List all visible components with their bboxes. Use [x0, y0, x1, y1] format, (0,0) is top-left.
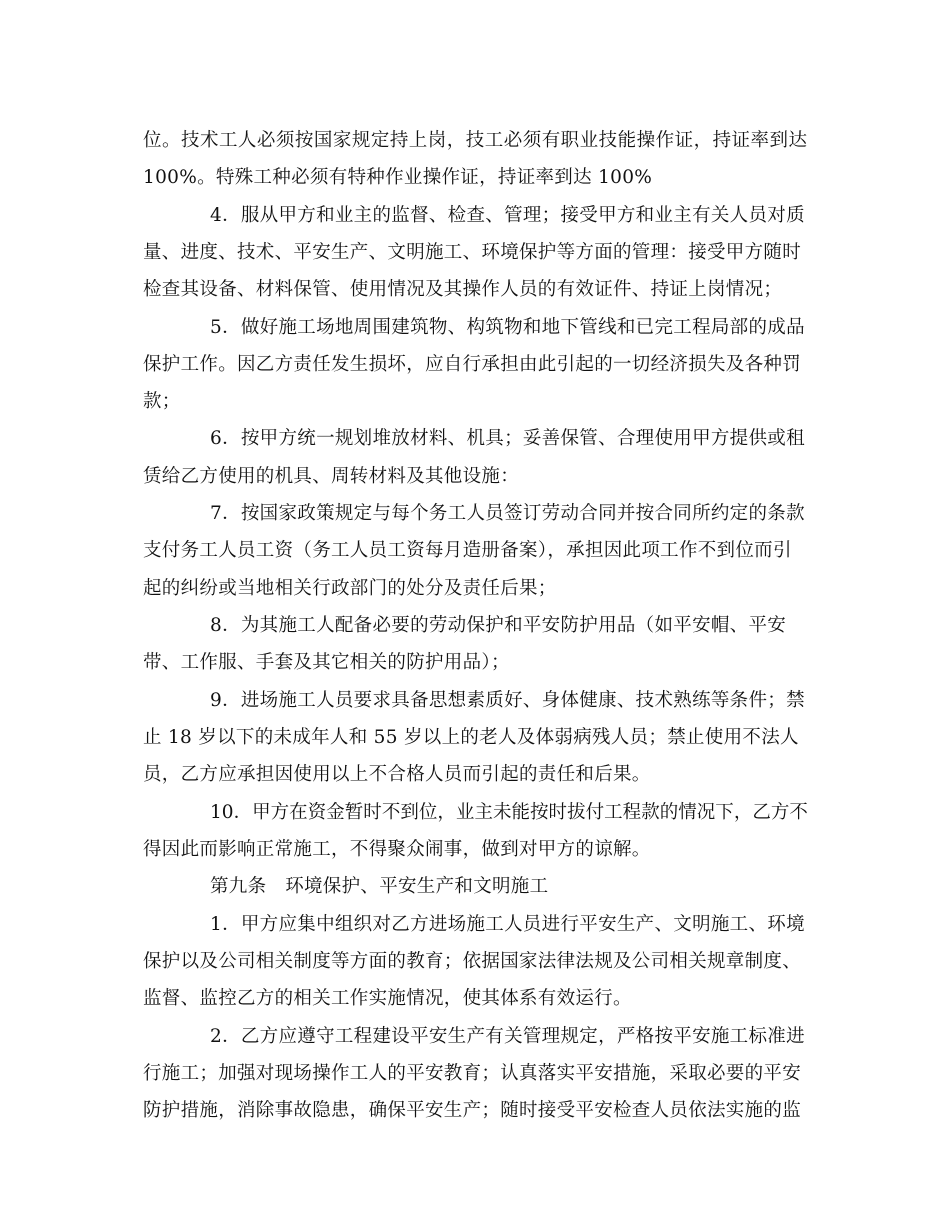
text-line: 支付务工人员工资（务工人员工资每月造册备案），承担因此项工作不到位而引 — [143, 540, 792, 561]
text-line: 止 18 岁以下的未成年人和 55 岁以上的老人及体弱病残人员；禁止使用不法人 — [143, 727, 799, 748]
text-line: 带、工作服、手套及其它相关的防护用品）； — [143, 652, 510, 673]
article-9-heading: 第九条 环境保护、平安生产和文明施工 — [210, 876, 549, 897]
text-line: 赁给乙方使用的机具、周转材料及其他设施： — [143, 466, 520, 487]
article-9-paragraph-1-line: 1．甲方应集中组织对乙方进场施工人员进行平安生产、文明施工、环境 — [210, 914, 805, 935]
paragraph-10-line: 10．甲方在资金暂时不到位，业主未能按时拔付工程款的情况下，乙方不 — [210, 802, 808, 823]
paragraph-6-line: 6．按甲方统一规划堆放材料、机具；妥善保管、合理使用甲方提供或租 — [210, 428, 805, 449]
text-line: 保护以及公司相关制度等方面的教育；依据国家法律法规及公司相关规章制度、 — [143, 951, 802, 972]
text-line: 位。技术工人必须按国家规定持上岗，技工必须有职业技能操作证，持证率到达 — [143, 130, 808, 151]
article-9-paragraph-2-line: 2．乙方应遵守工程建设平安生产有关管理规定，严格按平安施工标准进 — [210, 1026, 805, 1047]
text-line: 量、进度、技术、平安生产、文明施工、环境保护等方面的管理：接受甲方随时 — [143, 242, 802, 263]
text-line: 保护工作。因乙方责任发生损坏，应自行承担由此引起的一切经济损失及各种罚 — [143, 354, 802, 375]
paragraph-7-line: 7．按国家政策规定与每个务工人员签订劳动合同并按合同所约定的条款 — [210, 503, 805, 524]
paragraph-5-line: 5．做好施工场地周围建筑物、构筑物和地下管线和已完工程局部的成品 — [210, 317, 805, 338]
text-line: 防护措施，消除事故隐患，确保平安生产；随时接受平安检查人员依法实施的监 — [143, 1100, 802, 1121]
paragraph-9-line: 9．进场施工人员要求具备思想素质好、身体健康、技术熟练等条件；禁 — [210, 690, 805, 711]
text-line: 员，乙方应承担因使用以上不合格人员而引起的责任和后果。 — [143, 764, 651, 785]
paragraph-8-line: 8．为其施工人配备必要的劳动保护和平安防护用品（如平安帽、平安 — [210, 615, 787, 636]
text-line: 起的纠纷或当地相关行政部门的处分及责任后果； — [143, 578, 557, 599]
text-line: 行施工；加强对现场操作工人的平安教育；认真落实平安措施，采取必要的平安 — [143, 1063, 802, 1084]
text-line: 款； — [143, 391, 181, 412]
text-line: 100%。特殊工种必须有特种作业操作证，持证率到达 100% — [143, 167, 653, 188]
text-line: 检查其设备、材料保管、使用情况及其操作人员的有效证件、持证上岗情况； — [143, 279, 783, 300]
text-line: 得因此而影响正常施工，不得聚众闹事，做到对甲方的谅解。 — [143, 839, 651, 860]
text-line: 监督、监控乙方的相关工作实施情况，使其体系有效运行。 — [143, 988, 632, 1009]
paragraph-4-line: 4．服从甲方和业主的监督、检查、管理；接受甲方和业主有关人员对质 — [210, 205, 805, 226]
